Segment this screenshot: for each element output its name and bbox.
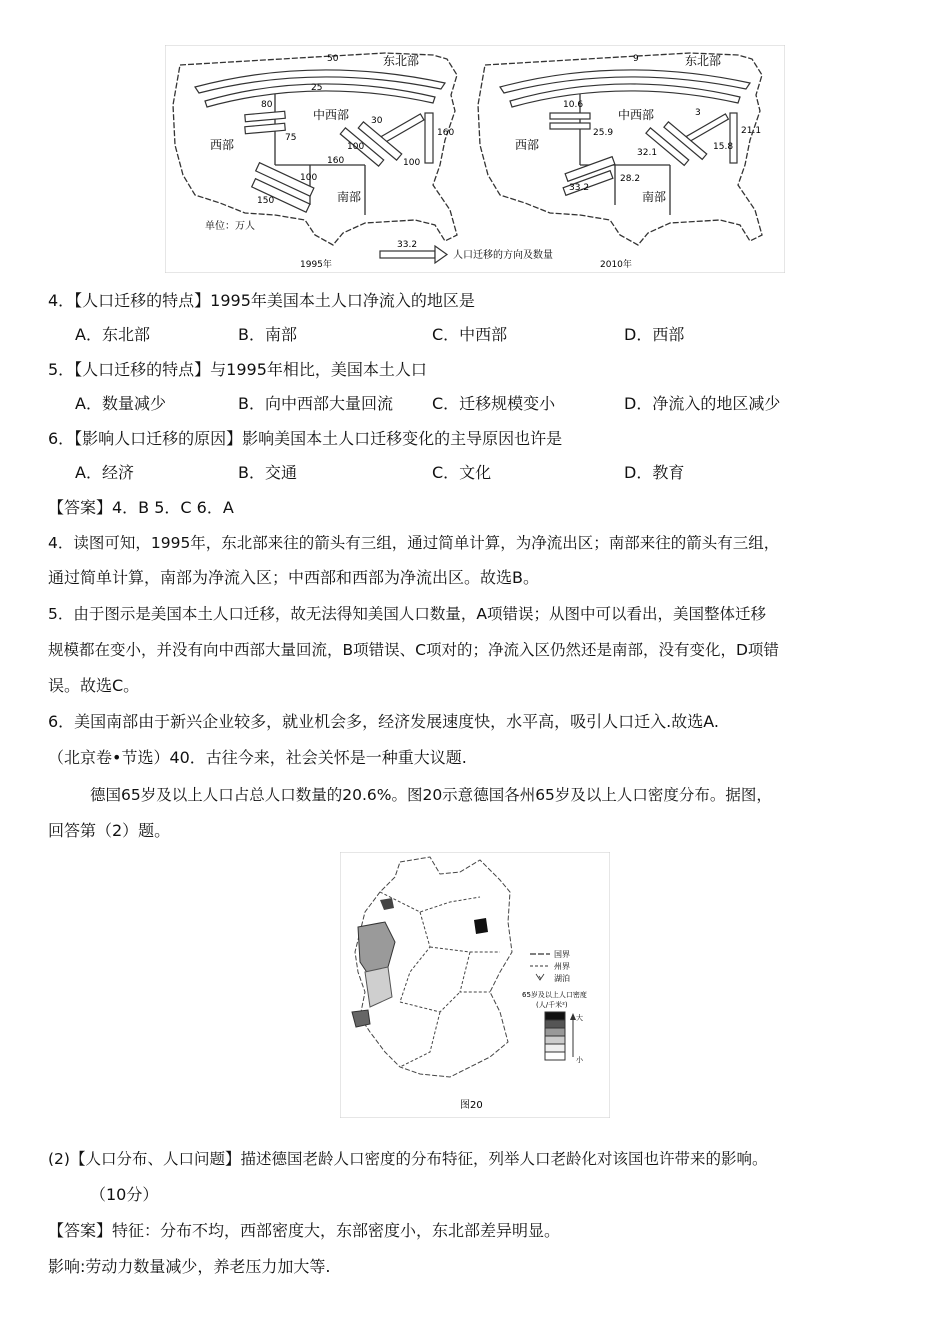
explain-4-line1: 4．读图可知，1995年，东北部来往的箭头有三组，通过简单计算，为净流出区；南部来往的箭头有三组， [48,534,780,552]
q6-option-a: A．经济 [75,463,134,482]
legend-arrow [380,251,435,258]
explain-6: 6．美国南部由于新兴企业较多，就业机会多，经济发展速度快，水平高，吸引人口迁入.故选A. [48,712,720,731]
explain-5-line3: 误。故选C。 [48,676,140,695]
q4-option-c: C．中西部 [432,325,508,344]
num-1995-1: 25 [311,83,323,93]
num-2010-8: 3 [695,108,701,118]
year-2010: 2010年 [600,260,632,270]
us-migration-maps [165,45,785,273]
num-2010-0: 9 [633,54,639,64]
q5-option-d: D．净流入的地区减少 [624,394,781,413]
us-migration-figure [165,45,785,273]
answer-4-6: 【答案】4．B 5．C 6．A [48,498,234,517]
num-1995-3: 75 [285,133,297,143]
label-south-1995: 南部 [337,190,362,204]
legend-value: 33.2 [397,240,418,250]
region-berlin [474,918,488,934]
density-title: 65岁及以上人口密度 [522,991,587,999]
unit-label: 单位：万人 [205,221,255,232]
q5-option-a: A．数量减少 [75,394,166,413]
q4-option-b: B．南部 [238,325,297,344]
label-midwest-2010: 中西部 [618,108,655,122]
density-high: 大 [576,1014,583,1022]
num-1995-5: 160 [437,128,455,138]
q5-stem: 5．【人口迁移的特点】与1995年相比，美国本土人口 [48,360,427,379]
num-1995-0: 50 [327,54,339,64]
explain-5-line1: 5．由于图示是美国本土人口迁移，故无法得知美国人口数量，A项错误；从图中可以看出，美国整体迁移 [48,605,766,623]
beijing-title: （北京卷•节选）40．古往今来，社会关怀是一种重大议题. [48,748,467,767]
num-2010-7: 15.8 [713,142,734,152]
label-west-2010: 西部 [515,138,540,152]
num-1995-9: 160 [327,156,345,166]
num-1995-7: 150 [257,196,275,206]
q2-stem-line1: (2)【人口分布、人口问题】描述德国老龄人口密度的分布特征，列举人口老龄化对该国也许带来的影响。 [48,1150,768,1168]
q4-option-d: D．西部 [624,325,685,344]
num-2010-6: 32.1 [637,148,658,158]
year-1995: 1995年 [300,260,332,270]
num-2010-5: 28.2 [620,174,641,184]
num-1995-8: 100 [300,173,318,183]
germany-intro-line1: 德国65岁及以上人口占总人口数量的20.6%。图20示意德国各州65岁及以上人口密度分布。据图， [90,786,772,804]
density-low: 小 [576,1056,583,1064]
label-northeast-2010: 东北部 [685,54,722,68]
q4-stem: 4．【人口迁移的特点】1995年美国本土人口净流入的地区是 [48,291,475,310]
legend-border: 国界 [554,950,570,959]
density-unit: (人/千米²) [536,1001,568,1009]
legend-lake: 湖泊 [554,974,570,983]
q2-stem-line2: （10分） [90,1185,159,1204]
num-1995-2: 80 [261,100,273,110]
germany-intro-line2: 回答第（2）题。 [48,821,171,840]
legend-label: 人口迁移的方向及数量 [453,250,553,261]
q4-option-a: A．东北部 [75,325,150,344]
num-2010-3: 21.1 [741,126,762,136]
num-1995-6: 100 [403,158,421,168]
num-2010-2: 25.9 [593,128,614,138]
q6-option-c: C．文化 [432,463,492,482]
impact-line: 影响:劳动力数量减少，养老压力加大等. [48,1257,331,1276]
explain-5-line2: 规模都在变小，并没有向中西部大量回流，B项错误、C项对的；净流入区仍然还是南部，没有变化，D项错 [48,641,779,659]
num-1995-4: 30 [371,116,383,126]
label-midwest-1995: 中西部 [313,108,350,122]
figure-caption: 图20 [460,1100,483,1111]
germany-figure [340,852,610,1118]
legend-state-border: 州界 [554,962,570,971]
label-west-1995: 西部 [210,138,235,152]
q6-option-b: B．交通 [238,463,297,482]
explain-4-line2: 通过简单计算，南部为净流入区；中西部和西部为净流出区。故选B。 [48,568,539,587]
label-south-2010: 南部 [642,190,667,204]
num-2010-1: 10.6 [563,100,584,110]
label-northeast-1995: 东北部 [383,54,420,68]
q5-option-c: C．迁移规模变小 [432,394,556,413]
germany-density-map [340,852,610,1118]
q6-stem: 6．【影响人口迁移的原因】影响美国本土人口迁移变化的主导原因也许是 [48,429,563,448]
num-2010-4: 33.2 [569,183,590,193]
answer-2: 【答案】特征：分布不均，西部密度大，东部密度小，东北部差异明显。 [48,1221,561,1240]
num-1995-10: 100 [347,142,365,152]
q5-option-b: B．向中西部大量回流 [238,394,393,413]
q6-option-d: D．教育 [624,463,685,482]
